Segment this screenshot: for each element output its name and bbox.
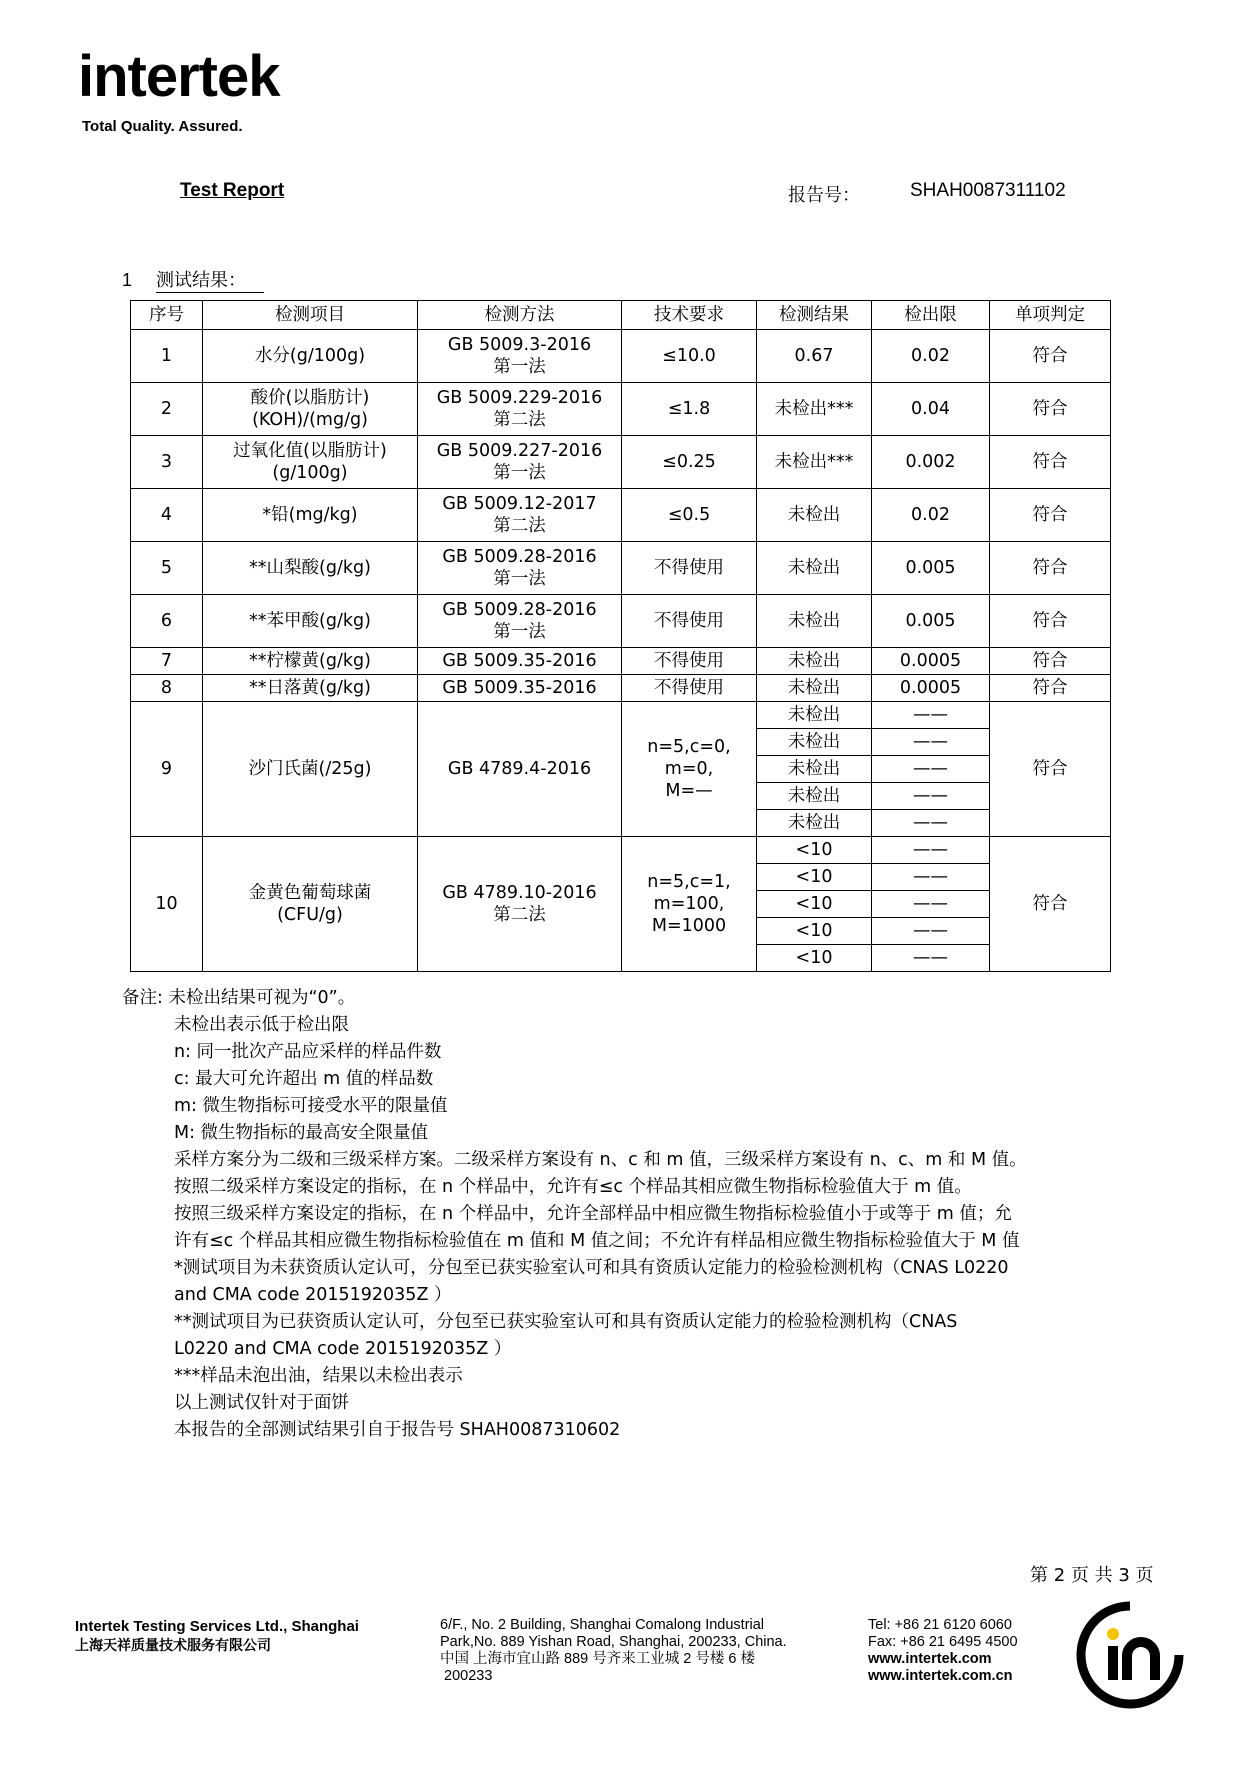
cell-item	[203, 702, 418, 837]
cell-limit: 0.02	[872, 330, 990, 383]
cell-limit: 0.0005	[872, 648, 990, 675]
cell-item-line: *铅(mg/kg)	[262, 505, 358, 525]
website-link-cn[interactable]: www.intertek.com.cn	[868, 1668, 1013, 1684]
table-row	[131, 383, 1111, 436]
cell-method-line: GB 4789.10-2016	[442, 883, 597, 903]
intertek-circle-logo-icon	[1075, 1600, 1185, 1710]
cell-limit: ——	[872, 756, 990, 783]
cell-requirement-line: M=—	[665, 781, 713, 801]
cell-limit: ——	[872, 945, 990, 972]
cell-judgement: 符合	[990, 330, 1111, 383]
cell-result: <10	[757, 918, 872, 945]
cell-method-line: 第一法	[493, 622, 546, 642]
cell-item-line: 金黄色葡萄球菌	[248, 883, 372, 903]
cell-method	[418, 383, 622, 436]
logo-tagline: Total Quality. Assured.	[82, 118, 243, 135]
cell-requirement: ≤10.0	[622, 330, 757, 383]
cell-item	[203, 648, 418, 675]
footer-contact	[868, 1617, 1018, 1685]
cell-limit: 0.02	[872, 489, 990, 542]
notes	[122, 985, 1027, 1444]
cell-item	[203, 330, 418, 383]
cell-item	[203, 489, 418, 542]
cell-method-line: GB 5009.227-2016	[436, 441, 603, 461]
note-line: c: 最大可允许超出 m 值的样品数	[174, 1069, 434, 1089]
note-line: ***样品未泡出油，结果以未检出表示	[174, 1366, 463, 1386]
cell-result: 未检出	[757, 756, 872, 783]
table-row	[131, 436, 1111, 489]
cell-requirement: 不得使用	[622, 542, 757, 595]
cell-method-line: GB 5009.35-2016	[442, 651, 597, 671]
table-header-row	[131, 301, 1111, 330]
cell-limit: ——	[872, 918, 990, 945]
cell-item-line: **山梨酸(g/kg)	[249, 558, 371, 578]
header-limit: 检出限	[872, 301, 990, 330]
cell-method-line: 第一法	[493, 569, 546, 589]
cell-no: 1	[131, 330, 203, 383]
cell-no: 3	[131, 436, 203, 489]
cell-no: 6	[131, 595, 203, 648]
cell-item-line: **苯甲酸(g/kg)	[249, 611, 371, 631]
cell-result: 未检出	[757, 702, 872, 729]
cell-result: 未检出	[757, 783, 872, 810]
table-row	[131, 648, 1111, 675]
cell-method-line: 第二法	[493, 410, 546, 430]
cell-no: 8	[131, 675, 203, 702]
cell-method-line: GB 5009.12-2017	[442, 494, 597, 514]
cell-method	[418, 595, 622, 648]
cell-result: 未检出	[757, 595, 872, 648]
cell-item	[203, 542, 418, 595]
cell-limit: ——	[872, 702, 990, 729]
cell-limit: 0.005	[872, 542, 990, 595]
table-row	[131, 675, 1111, 702]
cell-result: 未检出***	[757, 436, 872, 489]
header-no: 序号	[131, 301, 203, 330]
note-line: 采样方案分为二级和三级采样方案。二级采样方案设有 n、c 和 m 值，三级采样方案设有 n、c、m 和 M 值。	[174, 1150, 1027, 1170]
cell-method-line: GB 4789.4-2016	[447, 759, 592, 779]
cell-requirement: 不得使用	[622, 595, 757, 648]
cell-no: 10	[131, 837, 203, 972]
cell-method	[418, 675, 622, 702]
intertek-logo: intertek	[78, 44, 280, 109]
cell-result: <10	[757, 945, 872, 972]
cell-result: <10	[757, 837, 872, 864]
footer-company-en: Intertek Testing Services Ltd., Shanghai	[75, 1618, 359, 1635]
tel: Tel: +86 21 6120 6060	[868, 1617, 1012, 1633]
footer-company-cn: 上海天祥质量技术服务有限公司	[75, 1638, 271, 1654]
cell-result: 未检出***	[757, 383, 872, 436]
cell-no: 4	[131, 489, 203, 542]
cell-result: <10	[757, 864, 872, 891]
table-row	[131, 595, 1111, 648]
address-line: 6/F., No. 2 Building, Shanghai Comalong Industrial	[440, 1617, 765, 1633]
cell-judgement: 符合	[990, 702, 1111, 837]
cell-limit: ——	[872, 810, 990, 837]
cell-method	[418, 542, 622, 595]
address-line: Park,No. 889 Yishan Road, Shanghai, 200233, China.	[440, 1634, 787, 1650]
cell-requirement-line: M=1000	[651, 916, 727, 936]
note-line: L0220 and CMA code 2015192035Z ）	[174, 1339, 512, 1359]
cell-judgement: 符合	[990, 675, 1111, 702]
note-line: 未检出表示低于检出限	[174, 1015, 349, 1035]
table-row	[131, 837, 1111, 864]
note-line: *测试项目为未获资质认定认可，分包至已获实验室认可和具有资质认定能力的检验检测机构（CNAS L0220	[174, 1258, 1009, 1278]
header-requirement: 技术要求	[622, 301, 757, 330]
cell-result: 未检出	[757, 542, 872, 595]
note-first: 备注: 未检出结果可视为“0”。	[122, 988, 356, 1008]
cell-limit: ——	[872, 837, 990, 864]
cell-requirement-line: n=5,c=1,	[647, 872, 731, 892]
cell-judgement: 符合	[990, 542, 1111, 595]
cell-method-line: 第二法	[493, 516, 546, 536]
cell-item	[203, 436, 418, 489]
cell-requirement-line: n=5,c=0,	[647, 737, 731, 757]
note-line: 以上测试仅针对于面饼	[174, 1393, 349, 1413]
cell-limit: 0.005	[872, 595, 990, 648]
website-link[interactable]: www.intertek.com	[868, 1651, 992, 1667]
cell-item-line: 沙门氏菌(/25g)	[248, 759, 372, 779]
cell-item-line: 酸价(以脂肪计)	[250, 388, 370, 408]
cell-method-line: GB 5009.35-2016	[442, 678, 597, 698]
cell-item	[203, 595, 418, 648]
cell-limit: 0.002	[872, 436, 990, 489]
cell-result: 未检出	[757, 489, 872, 542]
note-line: 按照二级采样方案设定的指标，在 n 个样品中，允许有≤c 个样品其相应微生物指标检验值大于 m 值。	[174, 1177, 972, 1197]
cell-method-line: 第一法	[493, 357, 546, 377]
header-item: 检测项目	[203, 301, 418, 330]
cell-judgement: 符合	[990, 648, 1111, 675]
notes-list	[122, 1012, 1027, 1444]
report-title: Test Report	[180, 180, 285, 201]
cell-method	[418, 648, 622, 675]
cell-no: 2	[131, 383, 203, 436]
cell-item	[203, 837, 418, 972]
note-line: 按照三级采样方案设定的指标，在 n 个样品中，允许全部样品中相应微生物指标检验值小于或等于 m 值；允	[174, 1204, 1012, 1224]
report-number: SHAH0087311102	[910, 180, 1066, 201]
cell-method-line: 第一法	[493, 463, 546, 483]
cell-requirement-line: m=100,	[653, 894, 725, 914]
cell-no: 9	[131, 702, 203, 837]
footer-address	[440, 1617, 860, 1685]
note-line: m: 微生物指标可接受水平的限量值	[174, 1096, 448, 1116]
table-row	[131, 542, 1111, 595]
cell-method	[418, 837, 622, 972]
fax: Fax: +86 21 6495 4500	[868, 1634, 1018, 1650]
section-number: 1	[122, 270, 133, 290]
note-line: 许有≤c 个样品其相应微生物指标检验值在 m 值和 M 值之间；不允许有样品相应微生物指标检验值大于 M 值	[174, 1231, 1020, 1251]
cell-result: 0.67	[757, 330, 872, 383]
note-line: **测试项目为已获资质认定认可，分包至已获实验室认可和具有资质认定能力的检验检测机构（CNAS	[174, 1312, 958, 1332]
cell-item-line: (g/100g)	[272, 463, 348, 483]
cell-limit: ——	[872, 864, 990, 891]
cell-requirement	[622, 837, 757, 972]
cell-no: 5	[131, 542, 203, 595]
cell-method	[418, 489, 622, 542]
cell-result: <10	[757, 891, 872, 918]
header-result: 检测结果	[757, 301, 872, 330]
cell-item-line: 水分(g/100g)	[254, 346, 366, 366]
cell-method	[418, 330, 622, 383]
section-title: 测试结果：	[156, 270, 264, 293]
note-line: n: 同一批次产品应采样的样品件数	[174, 1042, 442, 1062]
address-line: 中国 上海市宜山路 889 号齐来工业城 2 号楼 6 楼	[440, 1651, 756, 1667]
cell-judgement: 符合	[990, 383, 1111, 436]
cell-item-line: **日落黄(g/kg)	[249, 678, 371, 698]
cell-judgement: 符合	[990, 436, 1111, 489]
cell-limit: ——	[872, 729, 990, 756]
table-row	[131, 702, 1111, 729]
cell-item-line: (KOH)/(mg/g)	[252, 410, 368, 430]
cell-requirement: ≤1.8	[622, 383, 757, 436]
cell-requirement	[622, 702, 757, 837]
cell-result: 未检出	[757, 648, 872, 675]
cell-method-line: GB 5009.229-2016	[436, 388, 603, 408]
cell-method-line: GB 5009.28-2016	[442, 600, 597, 620]
cell-method-line: 第二法	[493, 905, 546, 925]
cell-item-line: 过氧化值(以脂肪计)	[233, 441, 387, 461]
cell-requirement: 不得使用	[622, 648, 757, 675]
results-table	[130, 300, 1111, 972]
cell-limit: ——	[872, 891, 990, 918]
cell-judgement: 符合	[990, 595, 1111, 648]
cell-result: 未检出	[757, 729, 872, 756]
cell-method	[418, 436, 622, 489]
cell-item-line: **柠檬黄(g/kg)	[249, 651, 371, 671]
note-line: M: 微生物指标的最高安全限量值	[174, 1123, 429, 1143]
cell-requirement-line: m=0,	[664, 759, 714, 779]
cell-item	[203, 383, 418, 436]
cell-method	[418, 702, 622, 837]
cell-judgement: 符合	[990, 489, 1111, 542]
table-row	[131, 489, 1111, 542]
cell-requirement: ≤0.5	[622, 489, 757, 542]
note-line: 本报告的全部测试结果引自于报告号 SHAH0087310602	[174, 1420, 621, 1440]
cell-item-line: (CFU/g)	[277, 905, 343, 925]
cell-judgement: 符合	[990, 837, 1111, 972]
cell-method-line: GB 5009.3-2016	[447, 335, 592, 355]
report-number-label: 报告号：	[788, 185, 860, 206]
note-line: and CMA code 2015192035Z ）	[174, 1285, 452, 1305]
page-number: 第 2 页 共 3 页	[1030, 1565, 1154, 1586]
cell-result: 未检出	[757, 810, 872, 837]
cell-limit: ——	[872, 783, 990, 810]
header-method: 检测方法	[418, 301, 622, 330]
address-line: 200233	[444, 1668, 493, 1684]
table-row	[131, 330, 1111, 383]
cell-no: 7	[131, 648, 203, 675]
cell-method-line: GB 5009.28-2016	[442, 547, 597, 567]
header-judgement: 单项判定	[990, 301, 1111, 330]
cell-requirement: 不得使用	[622, 675, 757, 702]
cell-limit: 0.0005	[872, 675, 990, 702]
cell-item	[203, 675, 418, 702]
cell-limit: 0.04	[872, 383, 990, 436]
cell-requirement: ≤0.25	[622, 436, 757, 489]
cell-result: 未检出	[757, 675, 872, 702]
